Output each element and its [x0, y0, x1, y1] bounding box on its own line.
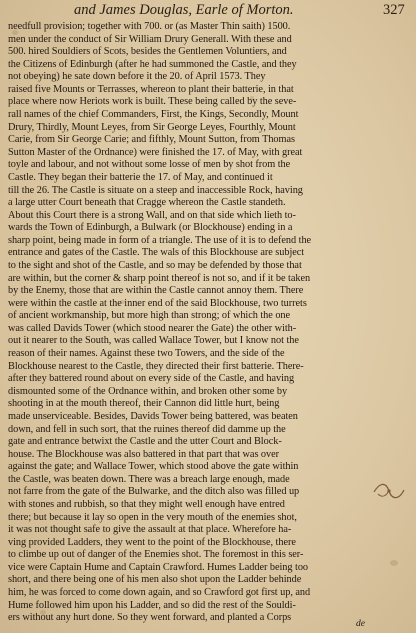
- text-line: made unserviceable. Besides, Davids Tower being battered, was beaten: [8, 410, 298, 422]
- text-line: ers without any hurt done. So they went forward, and planted a Corps: [8, 612, 292, 624]
- text-line: Castle. They began their batterie the 17. of May, and continued it: [8, 171, 273, 183]
- text-line: down, and fell in such sort, that the ruines thereof did damme up the: [8, 423, 286, 435]
- page-header: [0, 2, 416, 20]
- text-line: of ancient workmanship, but more high than strong; of which the one: [8, 310, 291, 322]
- text-line: was called Davids Tower (which stood nearer the Gate) the other with-: [8, 322, 297, 334]
- text-line: About this Court there is a strong Wall, and on that side which lieth to-: [8, 209, 296, 221]
- catchword: de: [356, 619, 365, 629]
- text-line: place where now Heriots work is built. These being called by the seve-: [8, 96, 297, 108]
- text-line: vice were Captain Hume and Captain Crawford. Humes Ladder being too: [8, 561, 309, 573]
- text-line: rall names of the chief Commanders, First, the Kings, Secondly, Mount: [8, 109, 299, 121]
- text-line: a large utter Court beneath that Cragge whereon the Castle standeth.: [8, 197, 286, 209]
- text-line: after they battered round about on every side of the Castle, and having: [8, 373, 295, 385]
- text-line: toyle and labour, and not without some losse of men by shot from the: [8, 159, 291, 171]
- page-number: 327: [383, 2, 405, 18]
- text-line: reason of their names. Against these two Towers, and the side of the: [8, 348, 285, 360]
- text-line: 500. hired Souldiers of Scots, besides the Gentlemen Voluntiers, and: [8, 46, 287, 58]
- text-line: against the gate; and Wallace Tower, which stood above the gate within: [8, 461, 299, 473]
- running-head: and James Douglas, Earle of Morton.: [74, 2, 294, 18]
- text-line: it was not thought safe to give the assault at that place. Wherefore ha-: [8, 524, 292, 536]
- text-line: not obeying) he sate down before it the 20. of April 1573. They: [8, 71, 266, 83]
- text-line: Blockhouse nearest to the Castle, they directed their first batterie. There-: [8, 360, 304, 372]
- text-line: are within, but the corner & sharp point thereof is not so, and if it be taken: [8, 272, 311, 284]
- text-line: needfull provision; together with 700. or (as Master Thin saith) 1500.: [8, 21, 291, 32]
- text-line: Drury, Thirdly, Mount Leyes, from Sir George Leyes, Fourthly, Mount: [8, 121, 296, 133]
- text-line: there; but because it lay so open in the very mouth of the enemies shot,: [8, 511, 297, 523]
- text-line: house. The Blockhouse was also battered in that part that was over: [8, 448, 280, 460]
- text-line: to climbe up out of danger of the Enemies shot. The foremost in this ser-: [8, 549, 304, 561]
- text-line: till the 26. The Castle is situate on a steep and inaccessible Rock, having: [8, 184, 303, 196]
- text-line: the Citizens of Edinburgh (after he had summoned the Castle, and they: [8, 58, 297, 70]
- text-line: to the sight and shot of the Castle, and so may be defended by those that: [8, 259, 302, 271]
- text-line: raised five Mounts or Terrasses, whereon to plant their batterie, in that: [8, 83, 294, 95]
- text-line: were within the castle at the inner end of the said Blockhouse, two turrets: [8, 297, 307, 309]
- body-text: [8, 21, 376, 625]
- text-line: Hume followed him upon his Ladder, and so did the rest of the Souldi-: [8, 599, 296, 611]
- text-line: gate and entrance betwixt the Castle and the utter Court and Block-: [8, 436, 282, 448]
- text-line: by the Enemy, those that are within the Castle cannot annoy them. There: [8, 285, 304, 297]
- text-line: him, he was forced to come down again, and so Crawford got first up, and: [8, 587, 311, 599]
- text-line: short, and there being one of his men also shot upon the Ladder behinde: [8, 574, 302, 586]
- text-line: Carie, from Sir George Carie; and fifthly, Mount Sutton, from Thomas: [8, 134, 295, 146]
- text-line: Sutton Master of the Ordnance) were finished the 17. of May, with great: [8, 146, 303, 158]
- text-line: men under the conduct of Sir William Drury Generall. With these and: [8, 33, 292, 45]
- text-line: not farre from the gate of the Bulwarke, and the ditch also was filled up: [8, 486, 300, 498]
- text-line: entrance and gates of the Castle. The wals of this Blockhouse are subject: [8, 247, 305, 259]
- text-line: ving provided Ladders, they went to the point of the Blockhouse, there: [8, 536, 296, 548]
- decorative-flourish-icon: [372, 480, 406, 502]
- text-line: with stones and rubbish, so that they might well enough have entred: [8, 498, 285, 510]
- text-line: dismounted some of the Ordnance within, and broken other some by: [8, 385, 288, 397]
- text-line: shooting in at the mouth thereof, their Cannon did little hurt, being: [8, 398, 280, 410]
- text-line: sharp point, being made in form of a triangle. The use of it is to defend the: [8, 234, 312, 246]
- text-line: out it nearer to the South, was called Wallace Tower, but I know not the: [8, 335, 299, 347]
- text-line: wards the Town of Edinburgh, a Bulwark (or Blockhouse) ending in a: [8, 222, 293, 234]
- text-line: the Castle, was beaten down. There was a breach large enough, made: [8, 473, 290, 485]
